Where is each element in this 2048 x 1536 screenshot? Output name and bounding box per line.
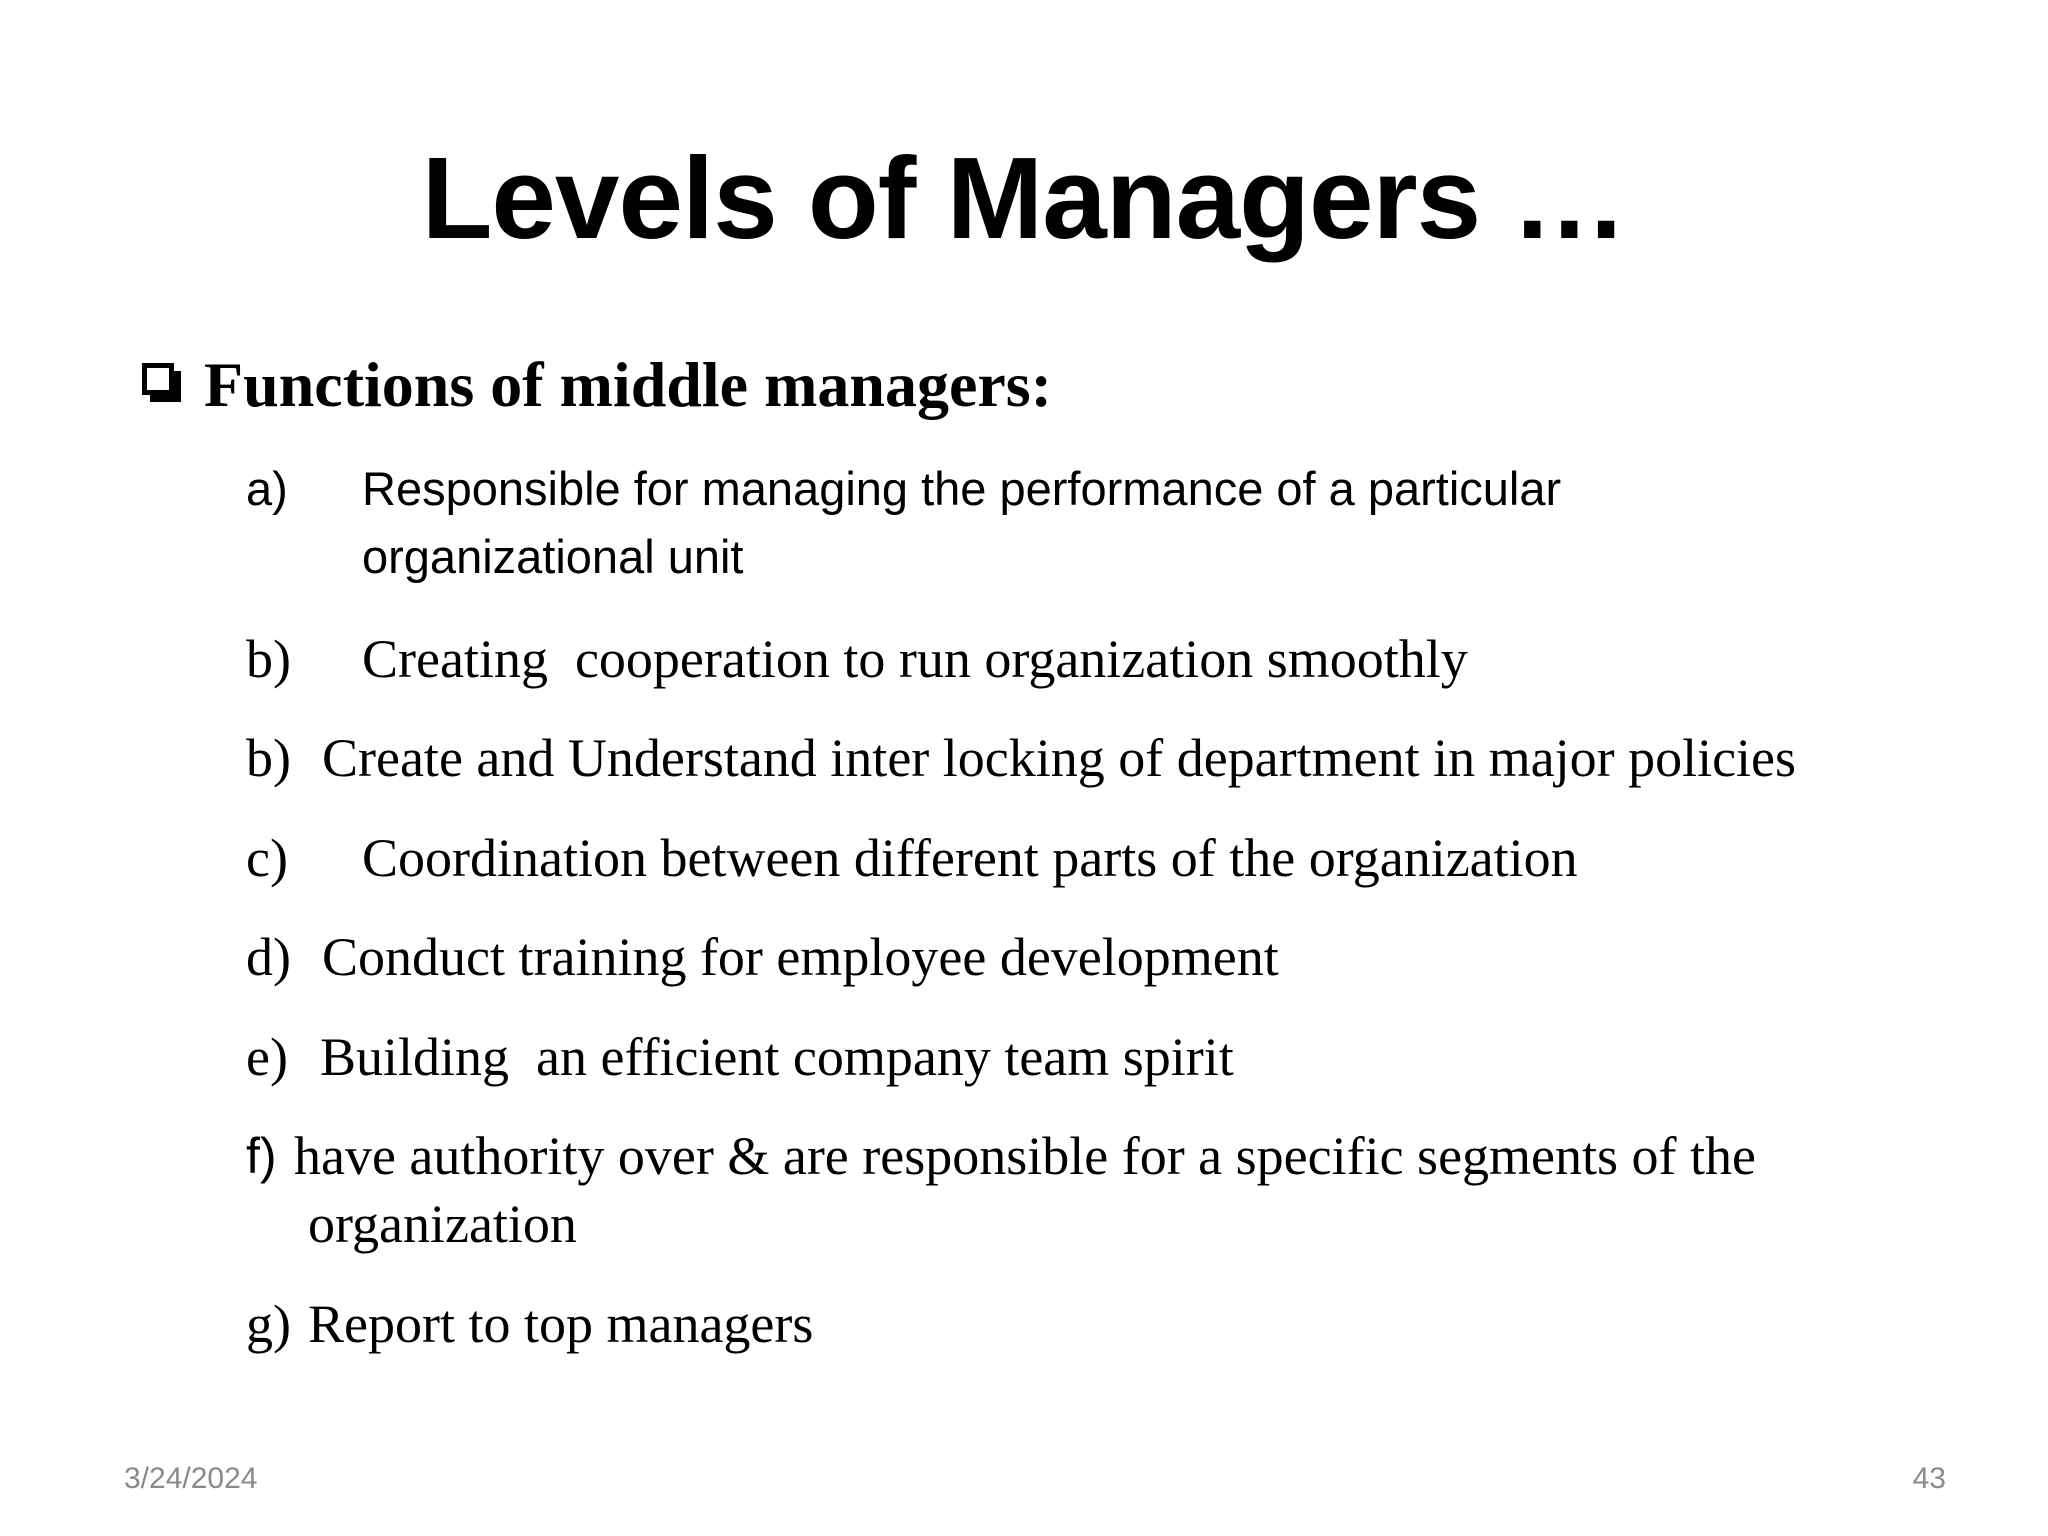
list-item-text: have authority over & are responsible for a specific segments of the bbox=[294, 1126, 1756, 1186]
list-item-label: f) bbox=[246, 1128, 277, 1184]
list-item bbox=[246, 625, 1926, 693]
list-item-text: Building an efficient company team spirit bbox=[320, 1027, 1234, 1087]
section-heading-text: Functions of middle managers: bbox=[204, 349, 1052, 420]
list-item bbox=[246, 1122, 1926, 1258]
list-item bbox=[246, 923, 1926, 991]
list-item-label: g) bbox=[246, 1294, 291, 1354]
list-item-text: Create and Understand inter locking of department in major policies bbox=[322, 728, 1797, 788]
list-item-label: b) bbox=[246, 728, 291, 788]
list-item bbox=[246, 1023, 1926, 1091]
list-item-label: b) bbox=[246, 629, 291, 689]
section-heading bbox=[142, 345, 1052, 425]
list-item bbox=[246, 1290, 1926, 1358]
list-item-text: Creating cooperation to run organization smoothly bbox=[362, 629, 1468, 689]
page-number: 43 bbox=[1912, 1462, 1946, 1495]
list-item-label: d) bbox=[246, 927, 291, 987]
list-item bbox=[246, 824, 1926, 892]
list-item bbox=[246, 455, 1926, 591]
list-item-text: Report to top managers bbox=[308, 1294, 814, 1354]
list-item bbox=[246, 724, 1926, 792]
checkbox-icon bbox=[142, 363, 186, 407]
slide-title: Levels of Managers … bbox=[421, 133, 1627, 263]
list-item-text: Conduct training for employee development bbox=[322, 927, 1279, 987]
list-item-text: Responsible for managing the performance of a particular organizational unit bbox=[362, 462, 1575, 583]
list-item-text: Coordination between different parts of the organization bbox=[362, 828, 1578, 888]
list-item-label: c) bbox=[246, 828, 288, 888]
list-item-text-continued: organization bbox=[308, 1194, 577, 1254]
list-item-label: e) bbox=[246, 1027, 288, 1087]
footer-date: 3/24/2024 bbox=[124, 1462, 258, 1495]
list-item-label: a) bbox=[246, 462, 288, 515]
